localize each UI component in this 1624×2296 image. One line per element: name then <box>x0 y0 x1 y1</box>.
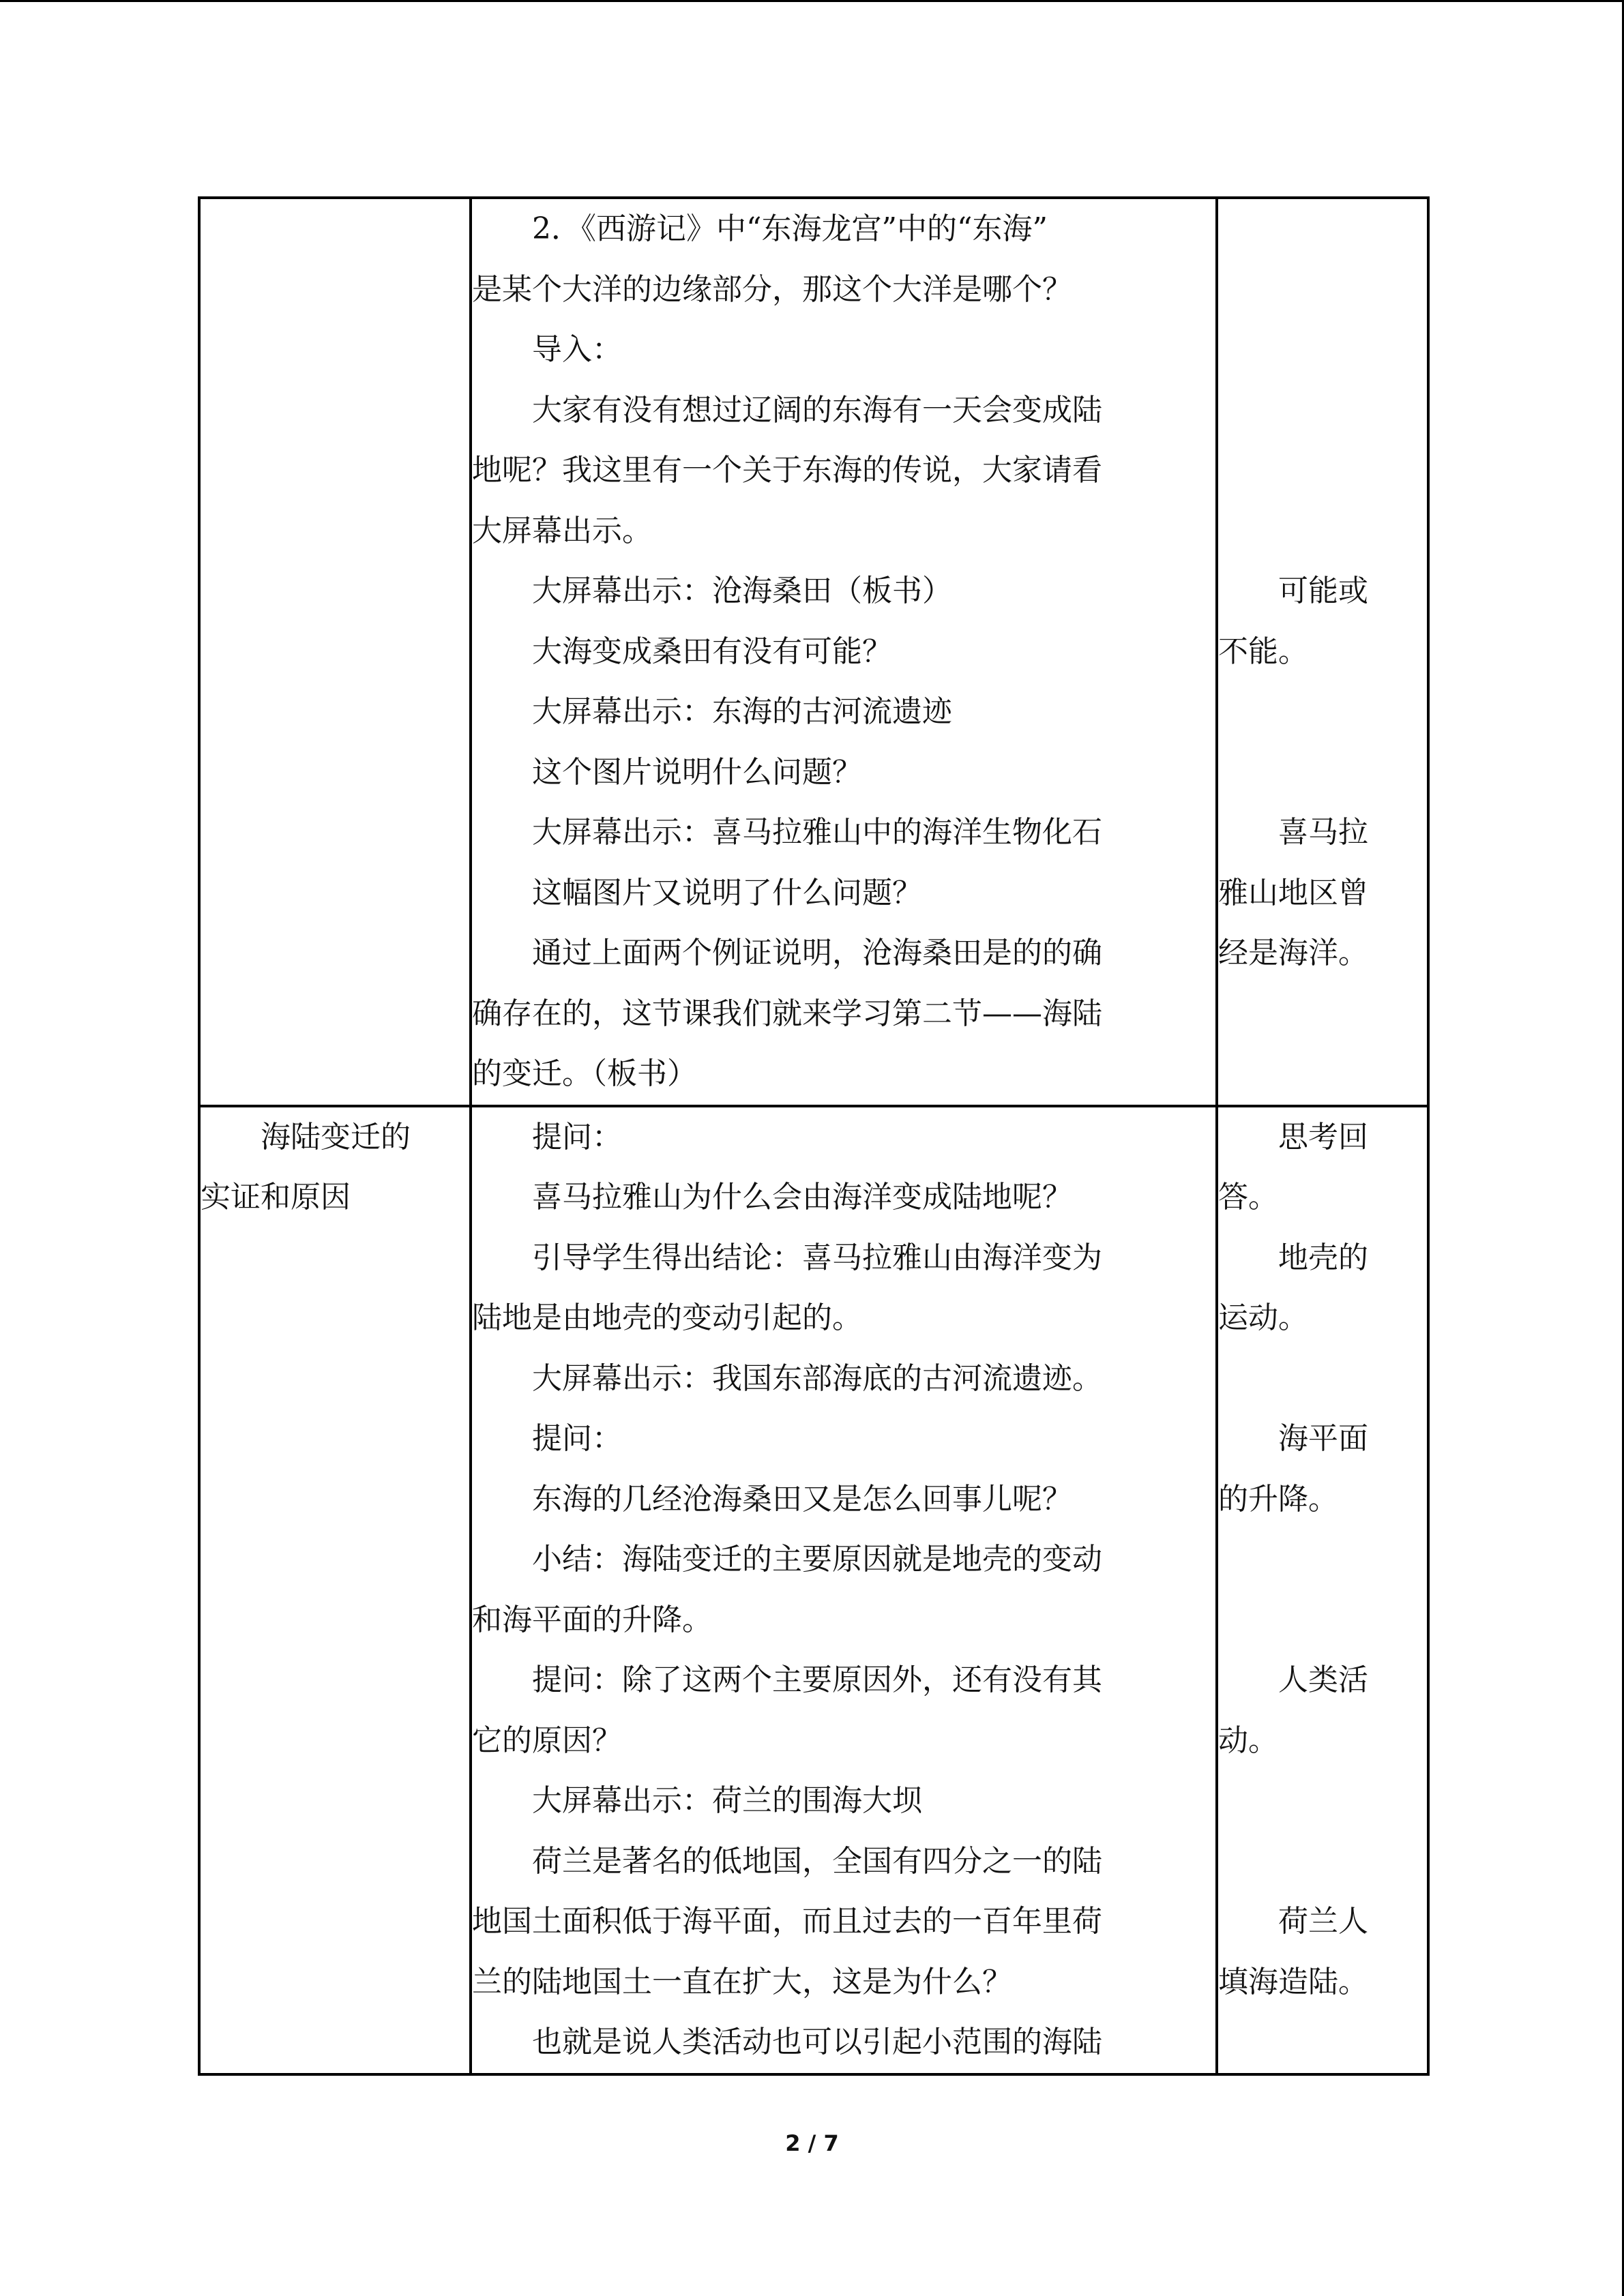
activity-line: 运动。 <box>1218 1300 1308 1335</box>
content-line: 大海变成桑田有没有可能？ <box>532 633 892 669</box>
activity-line: 答。 <box>1218 1180 1278 1214</box>
content-line: 和海平面的升降。 <box>472 1602 712 1637</box>
spacer-line <box>1218 1349 1427 1410</box>
spacer-line <box>1218 260 1427 320</box>
content-line: 引导学生得出结论：喜马拉雅山由海洋变为 <box>532 1240 1102 1275</box>
page-frame-top <box>0 0 1624 2</box>
teacher-activity-cell <box>471 198 1217 1106</box>
spacer-line <box>1218 320 1427 381</box>
spacer-line <box>1218 1530 1427 1590</box>
spacer-line <box>1218 1771 1427 1832</box>
content-line: 确存在的，这节课我们就来学习第二节——海陆 <box>472 996 1102 1031</box>
spacer-line <box>1218 441 1427 501</box>
spacer-line <box>1218 743 1427 803</box>
activity-line: 雅山地区曾 <box>1218 875 1368 910</box>
content-line: 的变迁。（板书） <box>472 1056 697 1091</box>
content-line: 大家有没有想过辽阔的东海有一天会变成陆 <box>532 392 1102 428</box>
activity-line: 喜马拉 <box>1278 815 1368 850</box>
content-line: 大屏幕出示：东海的古河流遗迹 <box>532 694 952 729</box>
spacer-line <box>1218 501 1427 562</box>
content-line: 导入： <box>532 332 622 367</box>
content-line: 地国土面积低于海平面，而且过去的一百年里荷 <box>472 1904 1102 1939</box>
content-line: 大屏幕出示：喜马拉雅山中的海洋生物化石 <box>532 815 1102 850</box>
table-row <box>199 1106 1428 2074</box>
content-line: 东海的几经沧海桑田又是怎么回事儿呢？ <box>532 1481 1072 1517</box>
activity-line: 思考回 <box>1278 1119 1368 1154</box>
content-line: 这个图片说明什么问题？ <box>532 754 862 790</box>
activity-line: 动。 <box>1218 1723 1278 1758</box>
spacer-line <box>1218 682 1427 743</box>
activity-line: 人类活 <box>1278 1663 1368 1697</box>
content-line: 也就是说人类活动也可以引起小范围的海陆 <box>532 2025 1102 2059</box>
spacer-line <box>1218 199 1427 260</box>
spacer-line <box>1218 381 1427 441</box>
content-line: 通过上面两个例证说明，沧海桑田是的的确 <box>532 936 1102 970</box>
content-line: 兰的陆地国土一直在扩大，这是为什么？ <box>472 1964 1012 1999</box>
teacher-activity-cell <box>471 1106 1217 2074</box>
activity-line: 可能或 <box>1278 573 1368 608</box>
activity-line: 填海造陆。 <box>1218 1964 1368 1999</box>
student-activity-cell <box>1217 198 1428 1106</box>
content-line: 大屏幕出示：沧海桑田（板书） <box>532 573 952 608</box>
activity-line: 荷兰人 <box>1278 1904 1368 1939</box>
topic-text <box>201 199 469 260</box>
content-line: 大屏幕出示：荷兰的围海大坝 <box>532 1783 922 1818</box>
activity-line: 经是海洋。 <box>1218 936 1368 970</box>
content-line: 喜马拉雅山为什么会由海洋变成陆地呢？ <box>532 1180 1072 1214</box>
topic-text: 海陆变迁的 <box>261 1119 411 1154</box>
content-line: 大屏幕出示。 <box>472 513 652 548</box>
content-line: 小结：海陆变迁的主要原因就是地壳的变动 <box>532 1542 1102 1577</box>
spacer-line <box>1218 1590 1427 1651</box>
table-row <box>199 198 1428 1106</box>
topic-cell <box>199 1106 471 2074</box>
content-line: 荷兰是著名的低地国，全国有四分之一的陆 <box>532 1843 1102 1879</box>
content-line: 2．《西游记》中“东海龙宫”中的“东海” <box>532 211 1048 246</box>
activity-line: 地壳的 <box>1278 1240 1368 1275</box>
content-line: 提问：除了这两个主要原因外，还有没有其 <box>532 1663 1102 1697</box>
content-line: 这幅图片又说明了什么问题？ <box>532 875 922 910</box>
content-line: 陆地是由地壳的变动引起的。 <box>472 1300 862 1335</box>
content-line: 提问： <box>532 1421 622 1456</box>
topic-text: 实证和原因 <box>201 1180 351 1214</box>
activity-line: 不能。 <box>1218 633 1308 669</box>
page-number: 2 / 7 <box>785 2130 839 2156</box>
content-line: 大屏幕出示：我国东部海底的古河流遗迹。 <box>532 1360 1102 1396</box>
lesson-plan-table <box>198 196 1430 2076</box>
student-activity-cell <box>1217 1106 1428 2074</box>
activity-line: 的升降。 <box>1218 1481 1338 1517</box>
content-line: 是某个大洋的边缘部分，那这个大洋是哪个？ <box>472 271 1072 307</box>
content-line: 提问： <box>532 1119 622 1154</box>
spacer-line <box>1218 1832 1427 1892</box>
content-line: 它的原因？ <box>472 1723 622 1758</box>
content-line: 地呢？我这里有一个关于东海的传说，大家请看 <box>472 453 1102 488</box>
activity-line: 海平面 <box>1278 1421 1368 1456</box>
topic-cell <box>199 198 471 1106</box>
